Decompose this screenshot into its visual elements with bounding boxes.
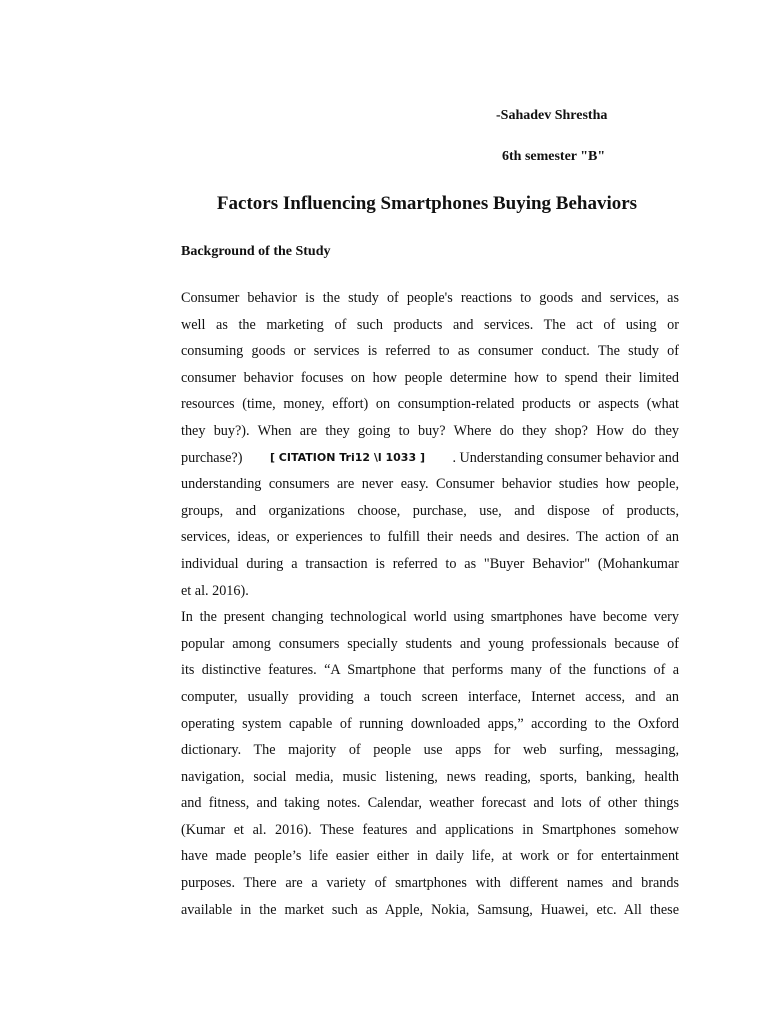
paragraph-2-line: available in the market such as Apple, Nokia, Samsung, Huawei, etc. All these bbox=[181, 901, 679, 918]
paragraph-1-line: consumer behavior focuses on how people determine how to spend their limited bbox=[181, 369, 679, 386]
paragraph-1-line: they buy?). When are they going to buy? Where do they shop? How do they bbox=[181, 422, 679, 439]
paragraph-2-line: computer, usually providing a touch screen interface, Internet access, and an bbox=[181, 688, 679, 705]
paragraph-2-line: purposes. There are a variety of smartphones with different names and brands bbox=[181, 875, 679, 892]
citation-line-text-after: . Understanding consumer behavior and bbox=[452, 449, 679, 466]
paragraph-1-line: individual during a transaction is referred to as "Buyer Behavior" (Mohankumar bbox=[181, 555, 679, 572]
citation-field: [ CITATION Tri12 \l 1033 ] bbox=[269, 450, 425, 464]
paragraph-2-line: popular among consumers specially students and young professionals because of bbox=[181, 635, 679, 652]
paragraph-2-line: its distinctive features. “A Smartphone that performs many of the functions of a bbox=[181, 662, 679, 679]
author-semester: 6th semester "B" bbox=[502, 149, 606, 164]
paragraph-1-line: resources (time, money, effort) on consumption-related products or aspects (what bbox=[181, 396, 679, 413]
paragraph-1-citation-line bbox=[181, 445, 679, 472]
paragraph-1-line: consuming goods or services is referred to as consumer conduct. The study of bbox=[181, 343, 679, 360]
paragraph-1-line: understanding consumers are never easy. Consumer behavior studies how people, bbox=[181, 476, 679, 493]
paragraph-1-line: well as the marketing of such products and services. The act of using or bbox=[181, 316, 679, 333]
document-title bbox=[0, 193, 768, 215]
document-title-text: Factors Influencing Smartphones Buying Behaviors bbox=[216, 193, 638, 214]
paragraph-1-line: groups, and organizations choose, purchase, use, and dispose of products, bbox=[181, 502, 679, 519]
paragraph-2-line: dictionary. The majority of people use apps for web surfing, messaging, bbox=[181, 742, 679, 759]
paragraph-2-line: have made people’s life easier either in daily life, at work or for entertainment bbox=[181, 848, 679, 865]
body-text bbox=[181, 285, 679, 923]
author-name: -Sahadev Shrestha bbox=[496, 108, 608, 123]
paragraph-2-line: operating system capable of running downloaded apps,” according to the Oxford bbox=[181, 715, 679, 732]
paragraph-2-line: (Kumar et al. 2016). These features and applications in Smartphones somehow bbox=[181, 821, 679, 838]
paragraph-1-line: services, ideas, or experiences to fulfill their needs and desires. The action of an bbox=[181, 529, 679, 546]
paragraph-1-line: Consumer behavior is the study of people's reactions to goods and services, as bbox=[181, 290, 679, 306]
paragraph-2-line: In the present changing technological world using smartphones have become very bbox=[181, 609, 679, 626]
paragraph-2-line: navigation, social media, music listening, news reading, sports, banking, health bbox=[181, 768, 679, 785]
citation-line-text-before: purchase?) bbox=[181, 449, 243, 466]
paragraph-2-line: and fitness, and taking notes. Calendar, weather forecast and lots of other things bbox=[181, 795, 679, 812]
section-heading: Background of the Study bbox=[181, 244, 331, 259]
paragraph-1-last-line: et al. 2016). bbox=[181, 582, 249, 599]
